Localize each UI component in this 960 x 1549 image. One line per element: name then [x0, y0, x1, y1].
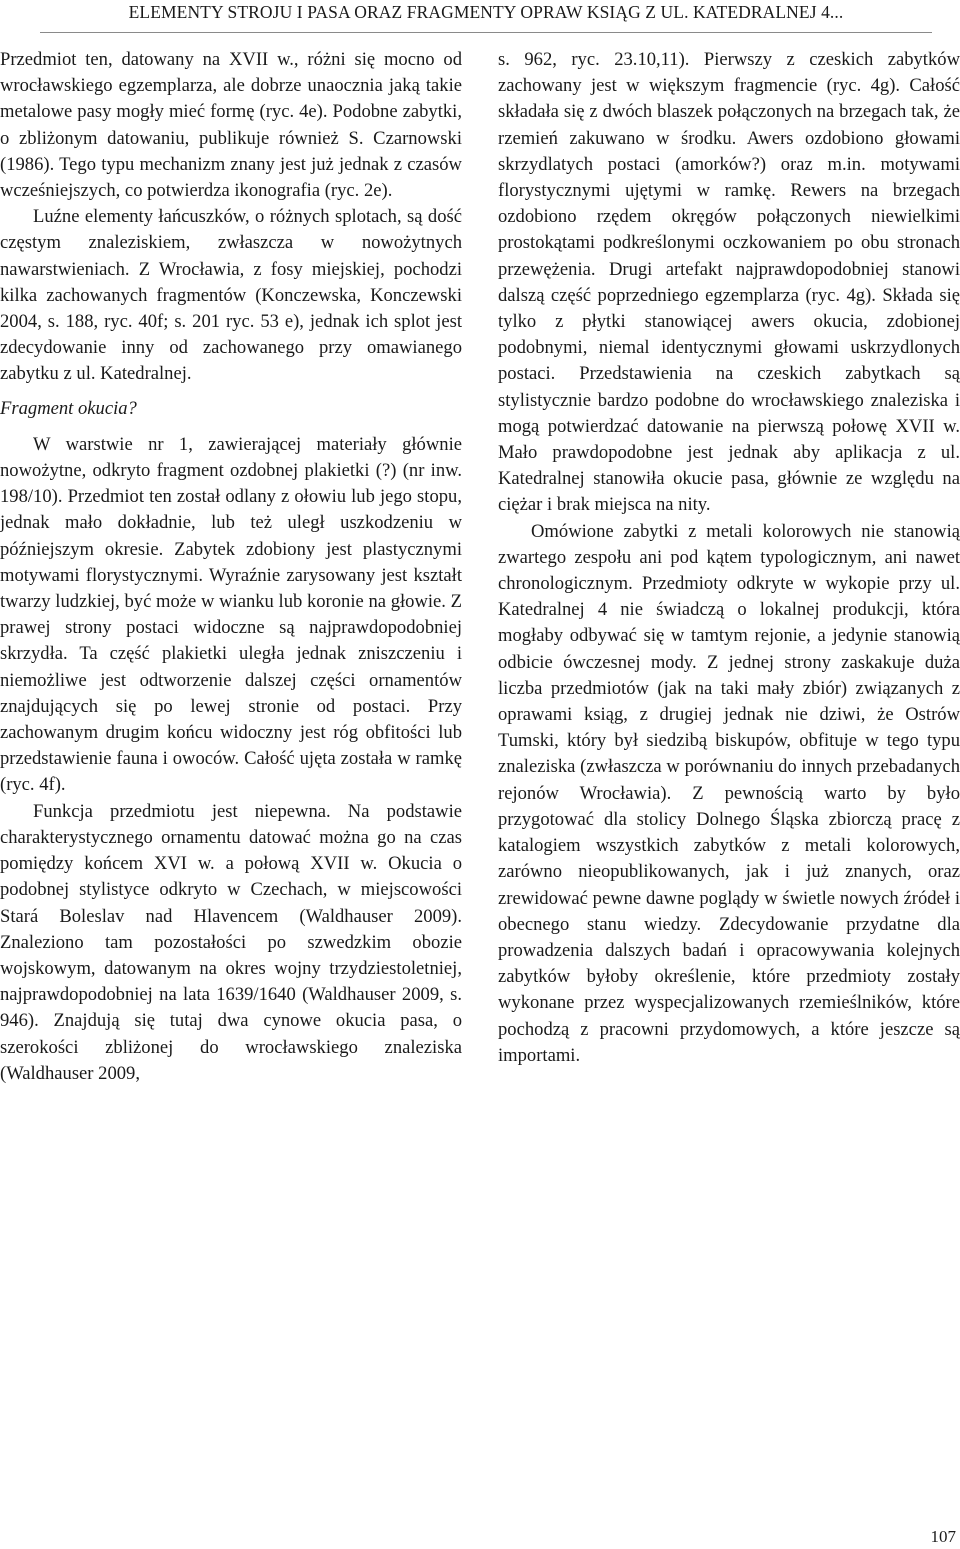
section-heading: Fragment okucia? — [0, 397, 137, 419]
right-column — [498, 47, 960, 1069]
page-number: 107 — [930, 1527, 956, 1546]
paragraph: Przedmiot ten, datowany na XVII w., różni się mocno od wrocławskiego egzemplarza, ale dobrze unaocznia jaką takie metalowe pasy mogły mieć formę (ryc. 4e). Podobne zabytki, o zbliżonym datowaniu, publikuje również S. Czarnowski (1986). Tego typu mechanizm znany jest już jednak z czasów wcześniejszych, co potwierdza ikonografia (ryc. 2e). — [0, 49, 462, 202]
paragraph: Luźne elementy łańcuszków, o różnych splotach, są dość częstym znaleziskiem, zwłaszcza w nowożytnych nawarstwieniach. Z Wrocławia, z fosy miejskiej, pochodzi kilka zachowanych fragmentów (Konczewska, Konczewski 2004, s. 188, ryc. 40f; s. 201 ryc. 53 e), jednak ich splot jest zdecydowanie inny od zachowanego przy omawianego zabytku z ul. Katedralnej. — [0, 206, 462, 385]
left-column — [0, 47, 462, 1087]
running-header: ELEMENTY STROJU I PASA ORAZ FRAGMENTY OPRAW KSIĄG Z UL. KATEDRALNEJ 4... — [40, 2, 932, 33]
paragraph: W warstwie nr 1, zawierającej materiały głównie nowożytne, odkryto fragment ozdobnej plakietki (?) (nr inw. 198/10). Przedmiot ten został odlany z ołowiu lub jego stopu, jednak mało dokładnie, lub też uległ uszkodzeniu w późniejszym okresie. Zabytek zdobiony jest plastycznymi motywami florystycznymi. Wyraźnie zarysowany jest kształt twarzy ludzkiej, być może w wianku lub koronie na głowie. Z prawej strony postaci widoczne są najprawdopodobniej skrzydła. Ta część plakietki uległa jednak zniszczeniu i niemożliwe jest odtworzenie dalszej części ornamentów znajdujących się po lewej stronie od postaci. Przy zachowanym drugim końcu widoczny jest róg obfitości lub przedstawienie fauna i owoców. Całość ujęta została w ramkę (ryc. 4f). — [0, 433, 462, 796]
paragraph: Funkcja przedmiotu jest niepewna. Na podstawie charakterystycznego ornamentu datować można go na czas pomiędzy końcem XVI w. a połową XVII w. Okucia o podobnej stylistyce odkryto w Czechach, w miejscowości Stará Boleslav nad Hlavencem (Waldhauser 2009). Znaleziono tam pozostałości po szwedzkim obozie wojskowym, datowanym na okres wojny trzydziestoletniej, najprawdopodobniej na lata 1639/1640 (Waldhauser 2009, s. 946). Znajdują się tutaj dwa cynowe okucia pasa, o szerokości zbliżonej do wrocławskiego znaleziska (Waldhauser 2009, — [0, 800, 462, 1084]
paragraph: s. 962, ryc. 23.10,11). Pierwszy z czeskich zabytków zachowany jest w większym fragmencie (ryc. 4g). Całość składała się z dwóch blaszek połączonych na brzegach tak, że rzemień zakuwano w środku. Awers ozdobiono głowami skrzydlatych postaci (amorków?) oraz m.in. motywami florystycznymi ujętymi w ramkę. Rewers na brzegach ozdobiono rzędem okręgów połączonych niewielkimi prostokątami podkreślonymi oczkowaniem po obu stronach przewężenia. Drugi artefakt najprawdopodobniej stanowi dalszą część poprzedniego egzemplarza (ryc. 4g). Składa się tylko z płytki stanowiącej awers okucia, zdobionej podobnymi, niemal identycznymi głowami uskrzydlonych postaci. Przedstawienia na czeskich zabytkach są stylistycznie bardzo podobne do wrocławskiego znaleziska i mogą potwierdzać datowanie na pierwszą połowę XVII w. Mało prawdopodobne jest jednak aby aplikacja z ul. Katedralnej stanowiła okucie pasa, głównie ze względu na ciężar i brak miejsca na nity. — [498, 49, 960, 516]
paragraph: Omówione zabytki z metali kolorowych nie stanowią zwartego zespołu ani pod kątem typologicznym, ani nawet chronologicznym. Przedmioty odkryte w wykopie przy ul. Katedralnej 4 nie świadczą o lokalnej produkcji, która mogłaby odbywać się w tamtym rejonie, a jedynie stanowią odbicie ówczesnej mody. Z jednej strony zaskakuje duża liczba przedmiotów (jak na taki mały zbiór) związanych z oprawami ksiąg, z drugiej jednak nie dziwi, że Ostrów Tumski, który był siedzibą biskupów, obfituje w tego typu znaleziska (zwłaszcza w porównaniu do innych przebadanych rejonów Wrocławia). Z pewnością warto by było przygotować dla stolicy Dolnego Śląska zbiorczą pracę z katalogiem wszystkich zabytków z metali kolorowych, zarówno nieopublikowanych, jak i już znanych, oraz zrewidować pewne dawne poglądy w świetle nowych źródeł i obecnego stanu wiedzy. Zdecydowanie przydatne dla prowadzenia dalszych badań i opracowywania kolejnych zabytków byłoby określenie, które przedmioty zostały wykonane przez wyspecjalizowanych rzemieślników, które pochodzą z pracowni przydomowych, a które jeszcze są importami. — [498, 520, 960, 1066]
